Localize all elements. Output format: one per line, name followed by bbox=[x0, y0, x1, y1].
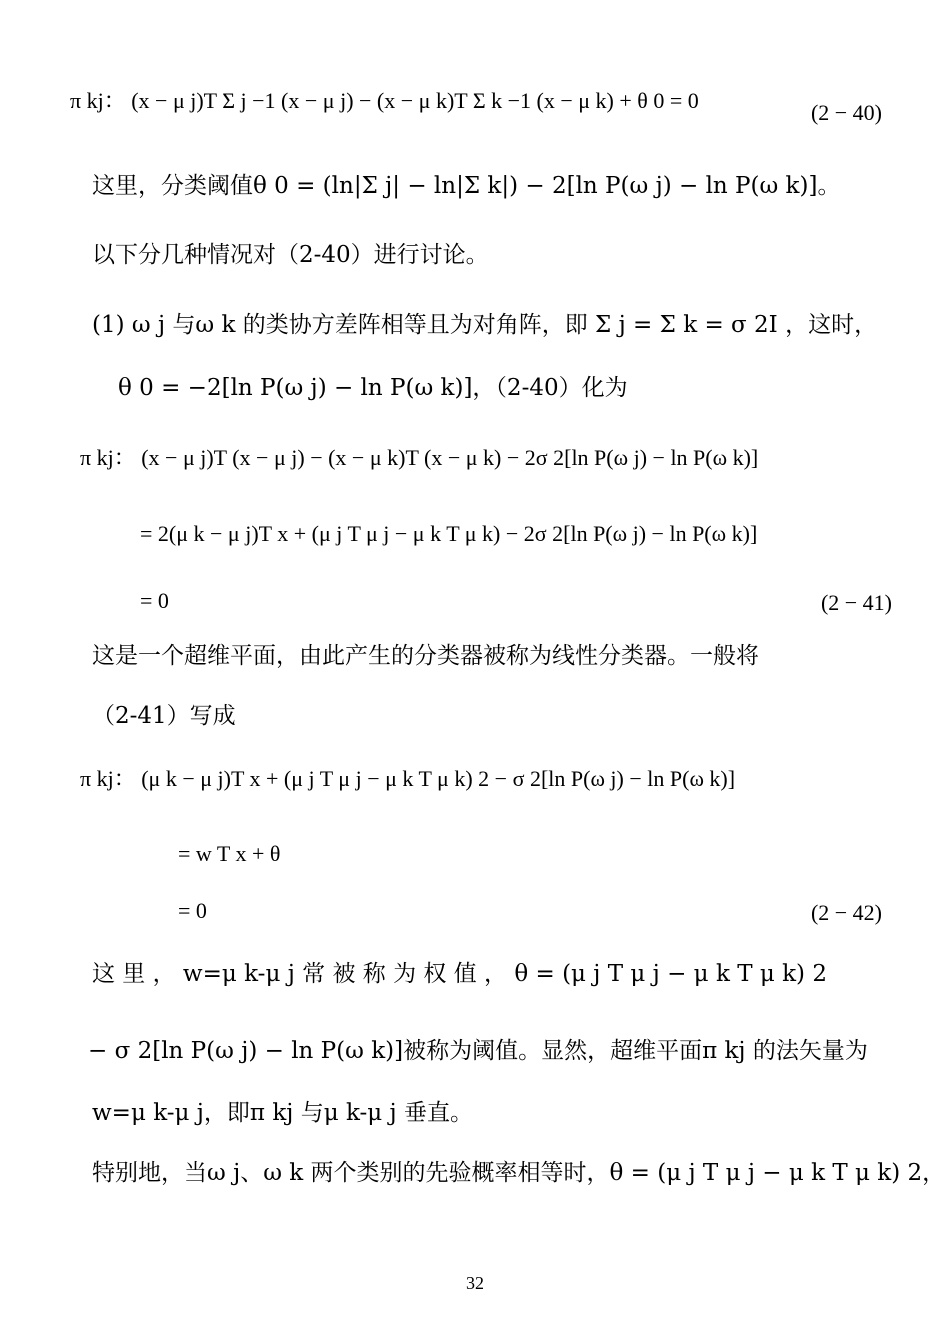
equation-2-42-line1: π kj： (μ k − μ j)T x + (μ j T μ j − μ k T μ k) 2 − σ 2[ln P(ω j) − ln P(ω k)] bbox=[80, 766, 736, 791]
threshold-definition: 这里，分类阈值θ 0 = (ln|Σ j| − ln|Σ k|) − 2[ln P(ω j) − ln P(ω k)]。 bbox=[92, 173, 841, 199]
equation-2-40: π kj： (x − μ j)T Σ j −1 (x − μ j) − (x − μ k)T Σ k −1 (x − μ k) + θ 0 = 0 bbox=[70, 88, 699, 113]
hyperplane-paragraph: 这是一个超维平面，由此产生的分类器被称为线性分类器。一般将 bbox=[92, 643, 759, 669]
equation-2-41-line1: π kj： (x − μ j)T (x − μ j) − (x − μ k)T (x − μ k) − 2σ 2[ln P(ω j) − ln P(ω k)] bbox=[80, 445, 759, 470]
equation-2-41-line2: = 2(μ k − μ j)T x + (μ j T μ j − μ k T μ k) − 2σ 2[ln P(ω j) − ln P(ω k)] bbox=[140, 521, 758, 546]
discussion-intro: 以下分几种情况对（2-40）进行讨论。 bbox=[92, 242, 489, 268]
hyperplane-paragraph-cont: （2-41）写成 bbox=[92, 703, 236, 729]
equation-2-42-line3: = 0 bbox=[178, 898, 207, 923]
equation-number-2-41: (2 − 41) bbox=[820, 590, 892, 615]
special-case-statement: 特别地，当ω j、ω k 两个类别的先验概率相等时，θ = (μ j T μ j − μ k T μ k) 2， bbox=[92, 1160, 946, 1186]
page-number: 32 bbox=[466, 1273, 484, 1293]
case1-statement: (1) ω j 与ω k 的类协方差阵相等且为对角阵，即 Σ j = Σ k = σ 2I ，这时， bbox=[92, 312, 878, 338]
equation-number-2-42: (2 − 42) bbox=[810, 900, 882, 925]
weight-definition: 这 里 ， w=μ k-μ j 常 被 称 为 权 值 ， θ = (μ j T μ j − μ k T μ k) 2 bbox=[92, 961, 827, 987]
normal-vector-statement: w=μ k-μ j，即π kj 与μ k-μ j 垂直。 bbox=[92, 1100, 473, 1126]
threshold-and-normal: − σ 2[ln P(ω j) − ln P(ω k)]被称为阈值。显然，超维平面π kj 的法矢量为 bbox=[88, 1038, 868, 1064]
equation-2-41-line3: = 0 bbox=[140, 588, 169, 613]
case1-theta0: θ 0 = −2[ln P(ω j) − ln P(ω k)]，（2-40）化为 bbox=[118, 375, 628, 401]
equation-number-2-40: (2 − 40) bbox=[810, 100, 882, 125]
equation-2-42-line2: = w T x + θ bbox=[178, 841, 281, 866]
